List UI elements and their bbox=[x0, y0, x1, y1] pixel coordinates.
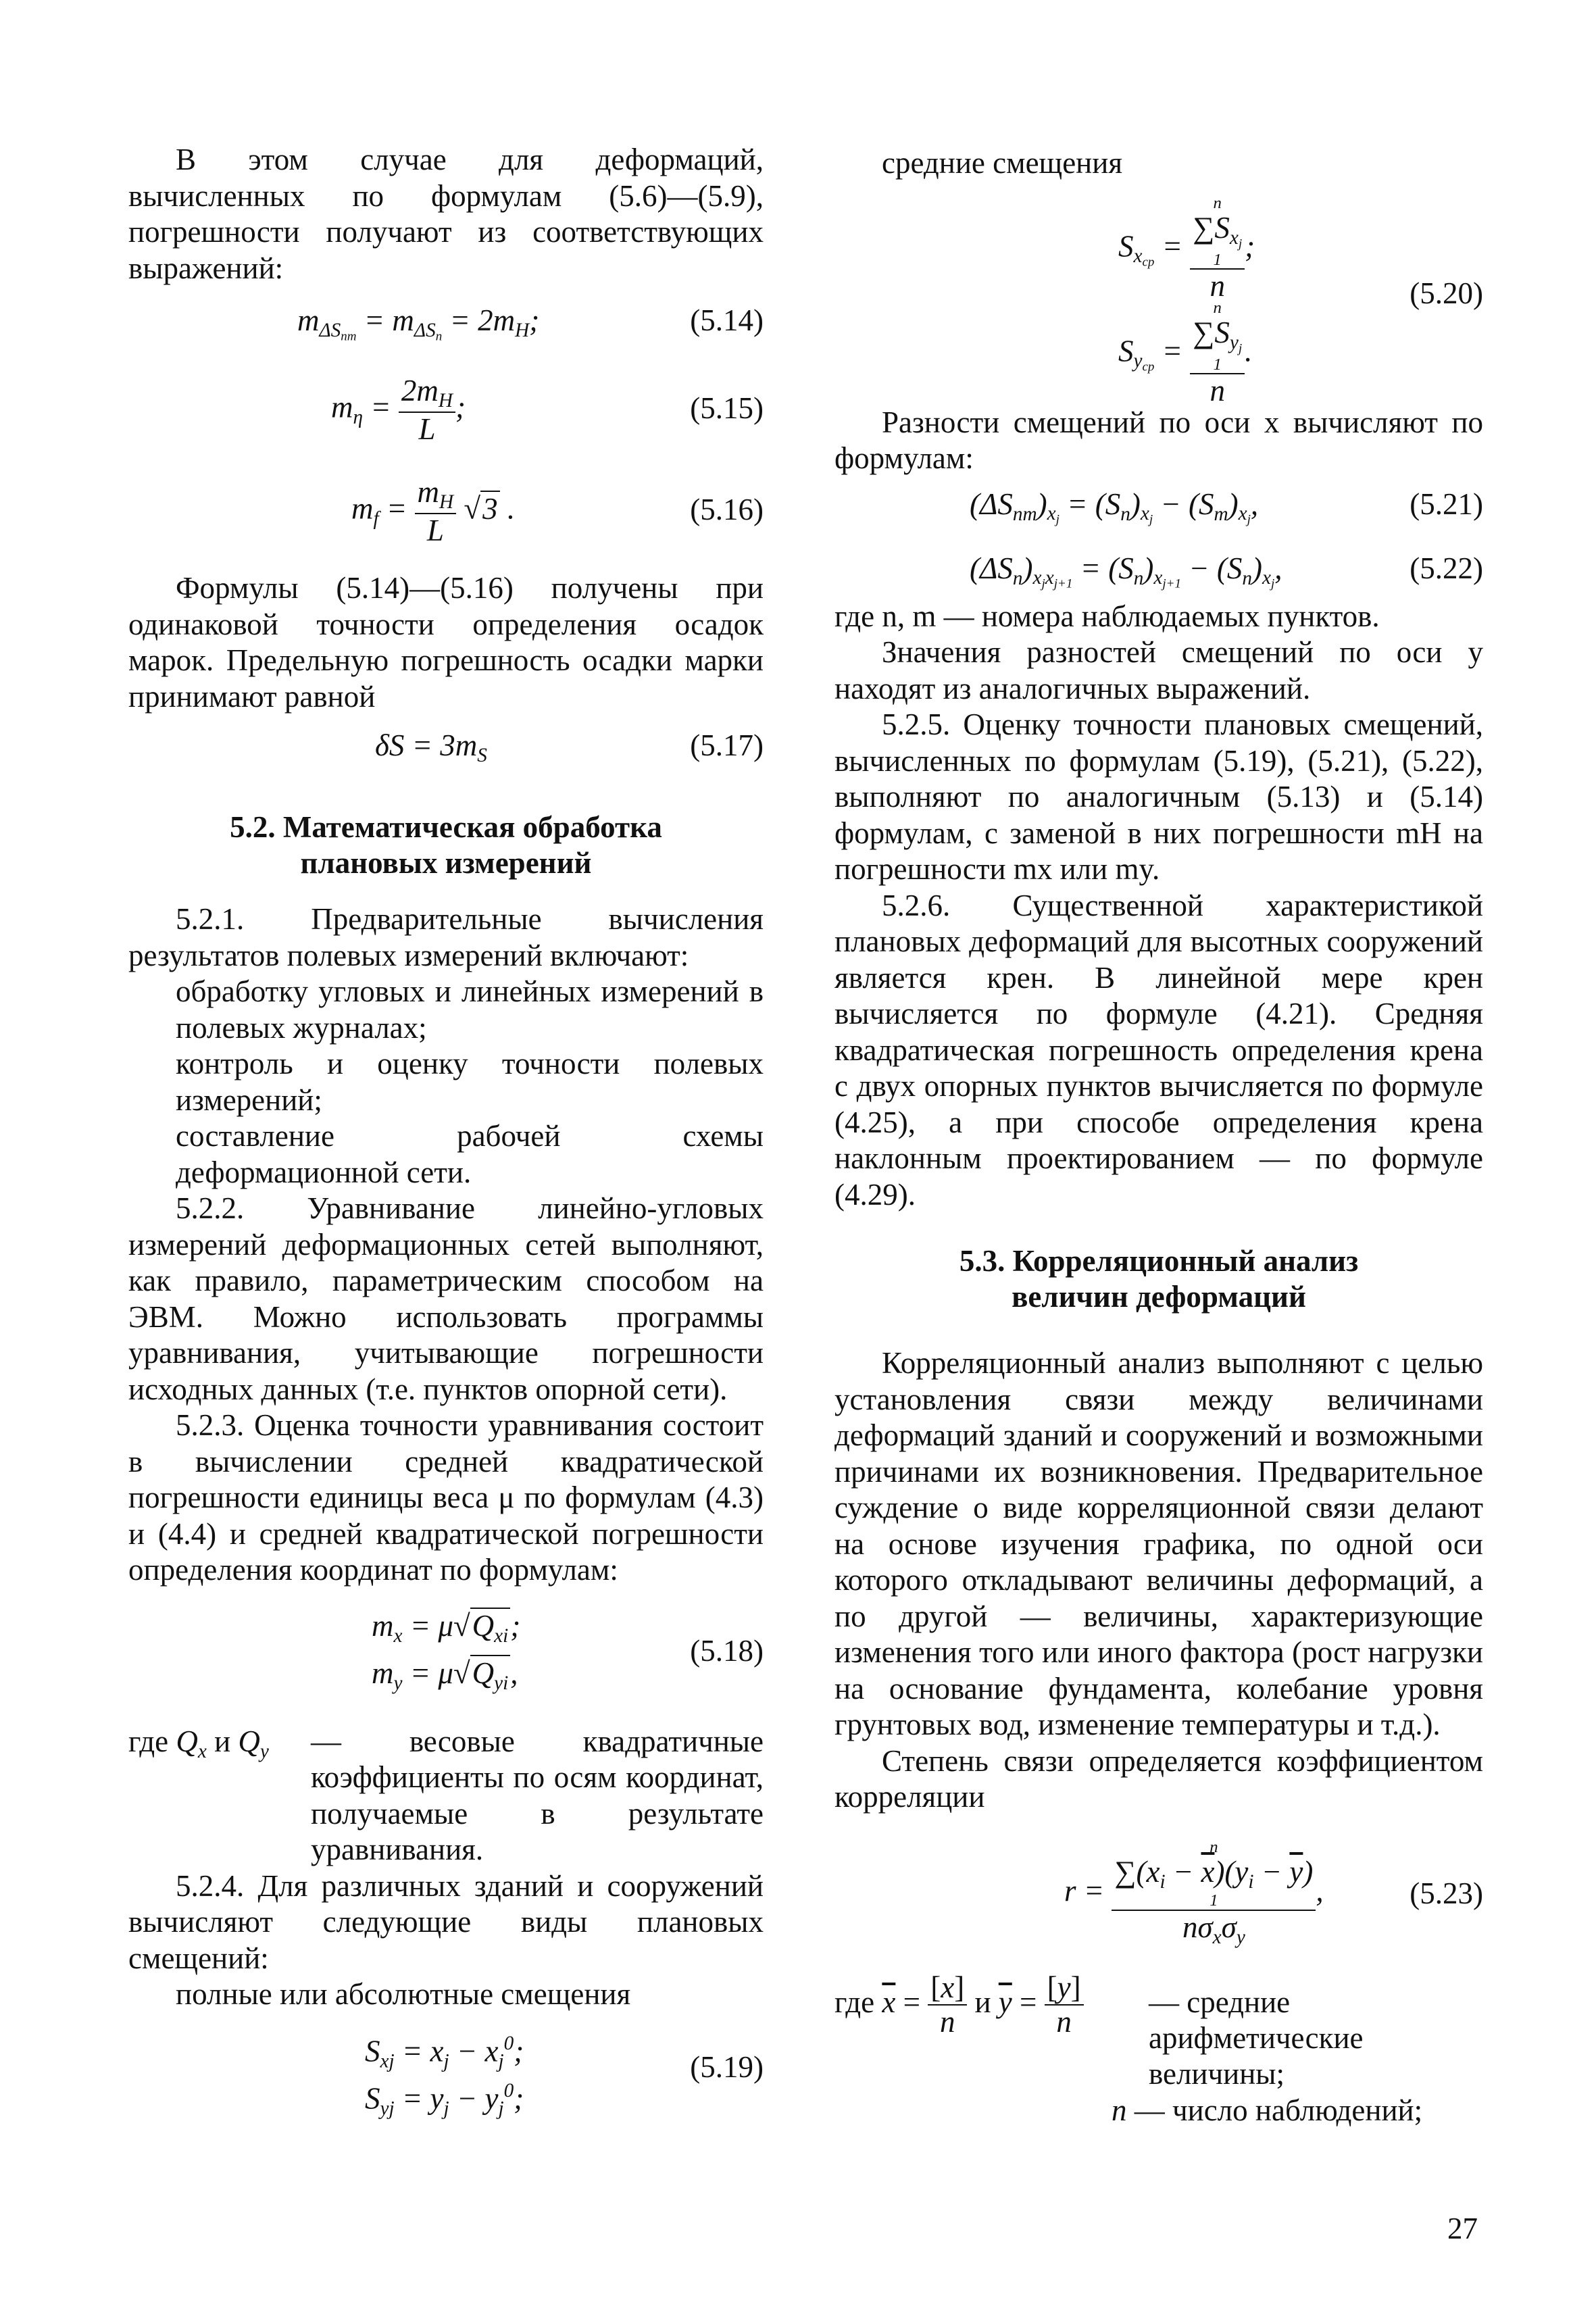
equation-5-21: $(\Delta S_{nm})_{x_j} = (S_n)_{x_j} - (S_m)_{x_j}$, (5.21) bbox=[970, 487, 1483, 527]
paragraph: где n, m — номера наблюдаемых пунктов. bbox=[834, 599, 1380, 633]
right-column bbox=[834, 145, 1483, 2133]
paragraph: обработку угловых и линейных измерений в полевых журналах; bbox=[176, 974, 764, 1045]
equation-5-20: $S_{x_{ср}}$ = n $\sum S_{x_j}$ 1 n ; $S_{y_{ср}}$ = n $\sum S_{y_j}$ 1 n . (5.20) bbox=[1118, 193, 1483, 408]
paragraph: В этом случае для деформаций, вычисленных по формулам (5.6)—(5.9), погрешности получают из соответствующих выражений: bbox=[128, 143, 764, 285]
paragraph: средние смещения bbox=[882, 146, 1123, 180]
section-heading: 5.3. Корреляционный анализ bbox=[959, 1244, 1359, 1278]
equation-5-22: $(\Delta S_n)_{x_jx_{j+1}} = (S_n)_{x_{j+1}} - (S_n)_{x_j}$, (5.22) bbox=[970, 551, 1483, 591]
paragraph: 5.2.3. Оценка точности уравнивания состоит в вычислении средней квадратической погрешности единицы веса μ по формулам (4.3) и (4.4) и средней квадратической погрешности определения координат по формулам: bbox=[128, 1408, 764, 1587]
paragraph: 5.2.6. Существенной характеристикой плановых деформаций для высотных сооружений является крен. В линейной мере крен вычисляется по формуле (4.21). Средняя квадратическая погрешность определения крена с двух опорных пунктов вычисляется по формуле (4.25), а при способе определения крена наклонным проектированием — по формуле (4.29). bbox=[834, 888, 1483, 1212]
equation-5-18: $m_x = \mu√Q_{xi}$; $m_y = \mu√Q_{yi}$, (5.18) bbox=[372, 1608, 764, 1694]
left-column bbox=[128, 142, 764, 2121]
paragraph: Степень связи определяется коэффициентом корреляции bbox=[834, 1743, 1483, 1814]
paragraph: 5.2.1. Предварительные вычисления результатов полевых измерений включают: bbox=[128, 902, 764, 972]
paragraph: составление рабочей схемы деформационной сети. bbox=[176, 1119, 764, 1189]
section-heading: плановых измерений bbox=[300, 846, 592, 880]
paragraph: 5.2.2. Уравнивание линейно-угловых измерений деформационных сетей выполняют, как правило, параметрическим способом на ЭВМ. Можно использовать программы уравнивания, учитывающие погрешности исходных данных (т.е. пунктов опорной сети). bbox=[128, 1191, 764, 1406]
equation-5-14: $m_{\Delta S_{nm}} = m_{\Delta S_n} = 2m_H$; (5.14) bbox=[297, 303, 764, 344]
equation-5-23: r = n $\sum(x_i - \overline{x})(y_i - \overline{y})$ 1 $n\sigma_x\sigma_y$ , (5.23) bbox=[1064, 1837, 1483, 1948]
equation-5-19: $S_{xj} = x_j - x_j^0$; $S_{yj} = y_j - y_j^0$; (5.19) bbox=[365, 2032, 764, 2119]
paragraph: 5.2.5. Оценку точности плановых смещений, вычисленных по формулам (5.19), (5.21), (5.22), выполняют по аналогичным (5.13) и (5.14) формулам, с заменой в них погрешности mH на погрешности mx или my. bbox=[834, 707, 1483, 886]
equation-5-15: $m_\eta$ = $\frac{2m_H}{L}$ ; (5.15) bbox=[331, 374, 764, 446]
equation-5-16: $m_f$ = $\frac{m_H}{L}$ √3 . (5.16) bbox=[351, 475, 764, 547]
equation-5-17: $\delta S = 3m_S$ (5.17) bbox=[375, 728, 764, 766]
section-heading: величин деформаций bbox=[1012, 1280, 1306, 1314]
paragraph: Формулы (5.14)—(5.16) получены при одинаковой точности определения осадок марок. Предельную погрешность осадки марки принимают равной bbox=[128, 571, 764, 714]
paragraph: Корреляционный анализ выполняют с целью установления связи между величинами деформаций зданий и сооружений и возможными причинами их возникновения. Предварительное суждение о виде корреляционной связи делают на основе изучения графика, по одной оси которого откладывают величины деформаций, а по другой — величины, характеризующие изменения того или иного фактора (рост нагрузки на основание фундамента, колебание уровня грунтовых вод, изменение температуры и т.д.). bbox=[834, 1346, 1483, 1741]
paragraph: контроль и оценку точности полевых измерений; bbox=[176, 1047, 764, 1117]
paragraph: полные или абсолютные смещения bbox=[176, 1977, 631, 2011]
paragraph: Разности смещений по оси x вычисляют по формулам: bbox=[834, 405, 1483, 475]
paragraph: Значения разностей смещений по оси y находят из аналогичных выражений. bbox=[834, 635, 1483, 705]
page-number: 27 bbox=[1447, 2212, 1478, 2245]
section-heading: 5.2. Математическая обработка bbox=[230, 810, 662, 844]
where-block: где $\overline{x}$ = $\frac{[x]}{n}$ и $\overline{y}$ = $\frac{[y]}{n}$ — средние арифметические величины; n — число наблюдений; bbox=[834, 1970, 1423, 2127]
paragraph: 5.2.4. Для различных зданий и сооружений вычисляют следующие виды плановых смещений: bbox=[128, 1868, 764, 1975]
where-block: где $Q_x$ и $Q_y$ — весовые квадратичные коэффициенты по осям координат, получаемые в результате уравнивания. bbox=[128, 1724, 764, 1866]
